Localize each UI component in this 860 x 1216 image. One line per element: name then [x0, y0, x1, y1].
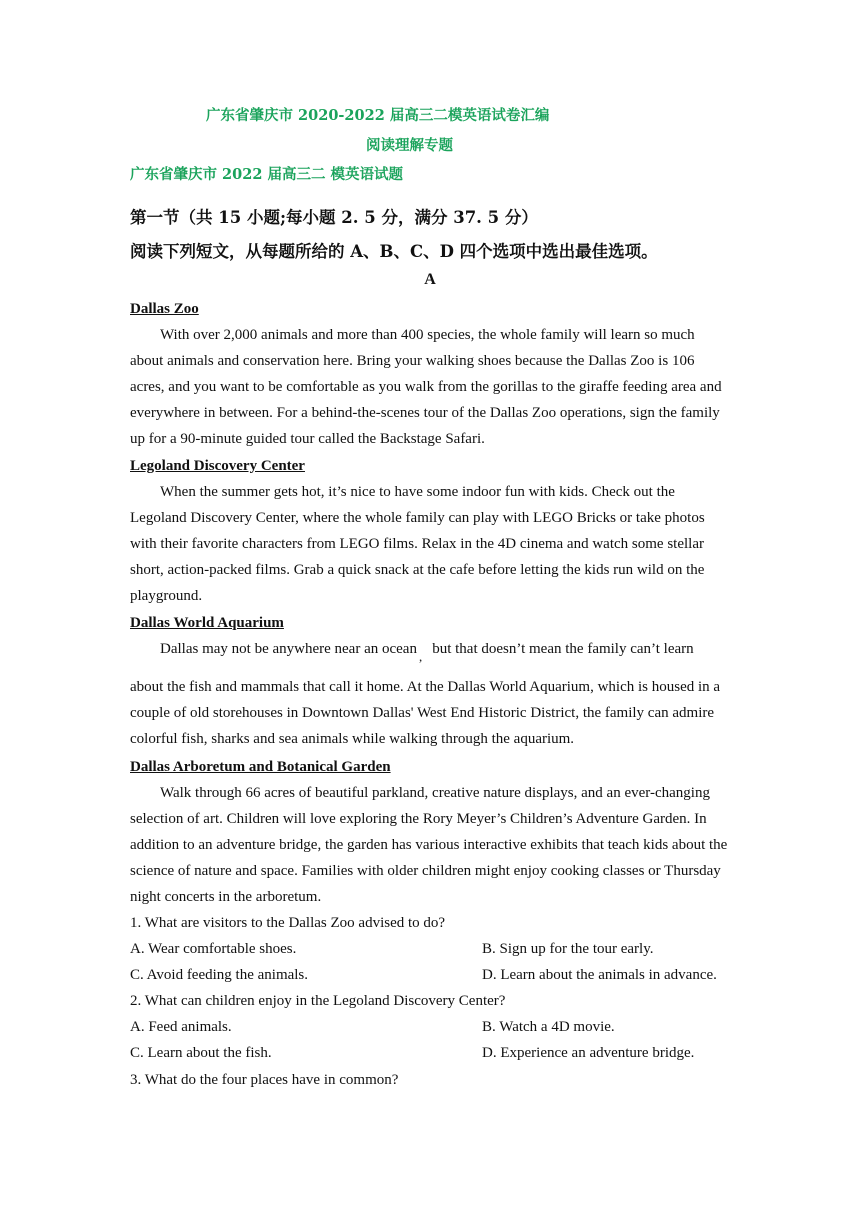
item-text: Walk through 66 acres of beautiful parkland, creative nature displays, and an ever-changing selection of art. Children will love exploring the Rory Meyer’s Children’s Adventure Garden. In addition to an adventure bridge, the garden has various interactive exhibits that teach kids about the science of nature and space. Families with older children might enjoy cooking classes or Thursday night concerts in the arboretum.	[130, 785, 728, 905]
option-a: A. Feed animals.	[130, 1019, 232, 1035]
option-b: B. Watch a 4D movie.	[482, 1019, 615, 1035]
question-stem: 3. What do the four places have in common?	[130, 1072, 399, 1088]
item-text: With over 2,000 animals and more than 400 species, the whole family will learn so much about animals and conservation here. Bring your walking shoes because the Dallas Zoo is 106 acres, and you want to be comfortable as you walk from the gorillas to the giraffe feeding area and everywhere in between. For a behind-the-scenes tour of the Dallas Zoo operations, sign the family up for a 90-minute guided tour called the Backstage Safari.	[130, 327, 722, 447]
text-part: Dallas may not be anywhere near an ocean	[160, 641, 417, 657]
item-text-rest: about the fish and mammals that call it home. At the Dallas World Aquarium, which is housed in a couple of old storehouses in Downtown Dallas' West End Historic District, the family can admire colorful fish, sharks and sea animals while walking through the aquarium.	[130, 679, 721, 747]
option-c: C. Avoid feeding the animals.	[130, 967, 309, 983]
item-title: Legoland Discovery Center	[130, 458, 305, 474]
passage-item-arboretum	[130, 754, 730, 910]
section-instruction: 阅读下列短文，从每题所给的 A、B、C、D 四个选项中选出最佳选项。	[130, 242, 658, 261]
exam-source-title: 广东省肇庆市 2022 届高三二 模英语试题	[130, 166, 403, 183]
passage-item-dallas-zoo	[130, 296, 730, 452]
section-heading: 第一节（共 15 小题;每小题 2. 5 分，满分 37. 5 分）	[130, 208, 538, 227]
topic-title: 阅读理解专题	[366, 137, 453, 154]
passage-letter: A	[424, 271, 436, 288]
item-text: When the summer gets hot, it’s nice to have some indoor fun with kids. Check out the Legoland Discovery Center, where the whole family can play with LEGO Bricks or take photos with their favorite characters from LEGO films. Relax in the 4D cinema and watch some stellar short, action-packed films. Grab a quick snack at the cafe before letting the kids run wild on the playground.	[130, 484, 705, 604]
comma-mark: ,	[418, 649, 423, 664]
question-stem: 2. What can children enjoy in the Legoland Discovery Center?	[130, 993, 506, 1009]
passage-item-legoland	[130, 453, 730, 609]
option-d: D. Experience an adventure bridge.	[482, 1045, 695, 1061]
item-title: Dallas Arboretum and Botanical Garden	[130, 759, 391, 775]
option-d: D. Learn about the animals in advance.	[482, 967, 717, 983]
option-b: B. Sign up for the tour early.	[482, 941, 654, 957]
item-title: Dallas Zoo	[130, 301, 199, 317]
item-title: Dallas World Aquarium	[130, 615, 284, 631]
passage-item-aquarium	[130, 610, 730, 752]
text-part: but that doesn’t mean the family can’t learn	[432, 641, 694, 657]
question-stem: 1. What are visitors to the Dallas Zoo advised to do?	[130, 915, 446, 931]
compilation-title: 广东省肇庆市 2020-2022 届高三二模英语试卷汇编	[206, 107, 550, 124]
option-a: A. Wear comfortable shoes.	[130, 941, 297, 957]
item-text-first-line	[130, 636, 730, 662]
option-c: C. Learn about the fish.	[130, 1045, 272, 1061]
